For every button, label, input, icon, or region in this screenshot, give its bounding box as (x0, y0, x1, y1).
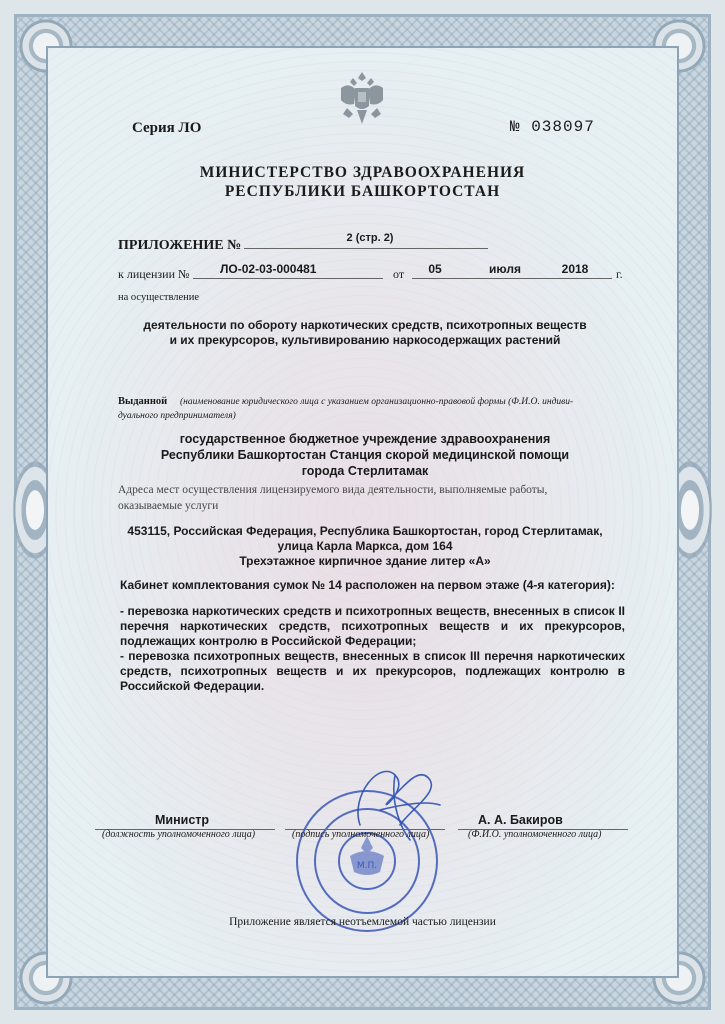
organization-name-line: Республики Башкортостан Станция скорой медицинской помощи (160, 448, 570, 462)
ministry-title-line1: МИНИСТЕРСТВО ЗДРАВООХРАНЕНИЯ (199, 164, 526, 181)
seal-mp: М.П. (356, 861, 378, 871)
service-list-line: - перевозка психотропных веществ, внесенных в список III перечня наркотических (120, 649, 625, 663)
activity-line: деятельности по обороту наркотических средств, психотропных веществ (143, 318, 587, 332)
address-label: Адреса мест осуществления лицензируемого вида деятельности, выполняемые работы, (118, 484, 548, 496)
position-name: Министр (155, 813, 210, 827)
form-number: № 038097 (510, 118, 595, 136)
signature-caption: (подпись уполномоченного лица) (292, 829, 430, 840)
issued-note: (наименование юридического лица с указанием организационно-правовой формы (Ф.И.О. индиви- (180, 397, 574, 407)
year-suffix: г. (616, 267, 623, 281)
position-caption: (должность уполномоченного лица) (102, 829, 256, 840)
issued-label: Выданной (118, 396, 168, 407)
activity-line: и их прекурсоров, культивированию наркосодержащих растений (169, 333, 561, 347)
license-year: 2018 (561, 262, 589, 276)
ministry-title-line2: РЕСПУБЛИКИ БАШКОРТОСТАН (224, 183, 501, 200)
license-underline (193, 278, 383, 279)
address-label: оказываемые услуги (118, 500, 219, 512)
activity-label: на осуществление (118, 292, 200, 303)
service-list-line: - перевозка наркотических средств и психотропных веществ, внесенных в список II (120, 604, 625, 618)
organization-name-line: государственное бюджетное учреждение здравоохранения (179, 432, 551, 446)
date-underline (412, 278, 612, 279)
address-line: улица Карла Маркса, дом 164 (277, 539, 453, 553)
address-line: Трехэтажное кирпичное здание литер «А» (239, 554, 491, 568)
signatory-name: А. А. Бакиров (478, 813, 563, 827)
organization-name-line: города Стерлитамак (301, 464, 429, 478)
service-list-line: перечня наркотических средств, психотропных веществ и их прекурсоров, (120, 619, 625, 633)
appendix-underline (244, 248, 488, 249)
service-list-line: Российской Федерации. (120, 679, 265, 693)
license-day: 05 (428, 262, 442, 276)
appendix-value: 2 (стр. 2) (346, 232, 394, 244)
license-month: июля (489, 262, 521, 276)
fio-caption: (Ф.И.О. уполномоченного лица) (468, 829, 602, 840)
coat-of-arms-icon (333, 68, 391, 132)
address-line: 453115, Российская Федерация, Республика Башкортостан, город Стерлитамак, (127, 524, 603, 538)
series-label: Серия ЛО (132, 120, 202, 136)
service-list-line: подлежащих контролю в Российской Федерации; (120, 634, 417, 648)
license-number: ЛО-02-03-000481 (220, 262, 317, 276)
service-list-line: средств, психотропных веществ и их прекурсоров, подлежащих контролю в (120, 664, 625, 678)
issued-note: дуального предпринимателя) (118, 411, 236, 421)
footer-note: Приложение является неотъемлемой частью лицензии (229, 916, 496, 928)
license-label: к лицензии № (118, 267, 190, 281)
from-label: от (393, 267, 405, 281)
appendix-label: ПРИЛОЖЕНИЕ № (118, 238, 242, 253)
cabinet-description: Кабинет комплектования сумок № 14 расположен на первом этаже (4-я категория): (120, 578, 615, 592)
